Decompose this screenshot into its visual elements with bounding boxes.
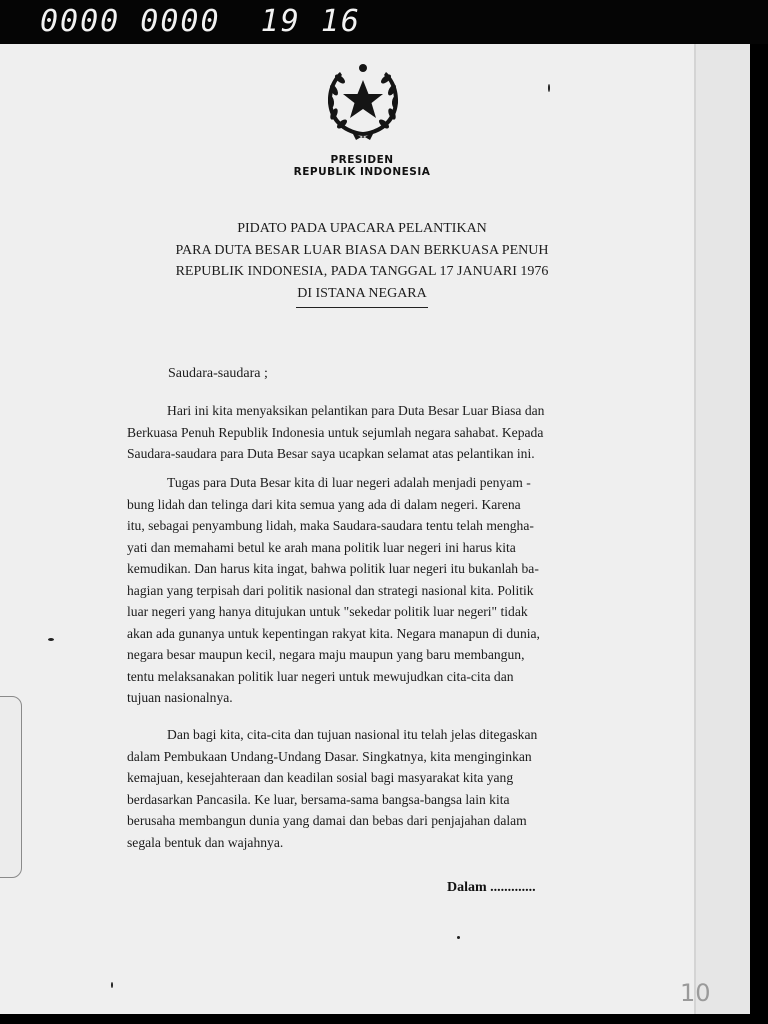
paragraph-line: Saudara-saudara para Duta Besar saya ucapkan selamat atas pelantikan ini.	[127, 446, 535, 461]
paragraph-line: segala bentuk dan wajahnya.	[127, 834, 284, 850]
paragraph-line: tujuan nasionalnya.	[127, 690, 233, 705]
binder-tab	[0, 696, 22, 878]
ink-speck	[48, 638, 54, 641]
title-underline	[296, 306, 428, 308]
document-page	[0, 44, 750, 1014]
ink-speck	[111, 982, 113, 988]
continuation-marker: Dalam .............	[447, 880, 536, 895]
paragraph-line: Berkuasa Penuh Republik Indonesia untuk sejumlah negara sahabat. Kepada	[127, 424, 544, 440]
paragraph-line: negara besar maupun kecil, negara maju maupun yang baru membangun,	[127, 647, 525, 662]
underlying-page	[696, 44, 750, 1014]
paragraph-line: tentu melaksanakan politik luar negeri untuk mewujudkan cita-cita dan	[127, 668, 514, 684]
paragraph-line: Dan bagi kita, cita-cita dan tujuan nasional itu telah jelas ditegaskan	[167, 727, 538, 742]
title-line: PARA DUTA BESAR LUAR BIASA DAN BERKUASA PENUH	[175, 242, 549, 258]
film-strip	[0, 0, 768, 44]
paragraph-line: berdasarkan Pancasila. Ke luar, bersama-sama bangsa-bangsa lain kita	[127, 791, 510, 807]
paragraph-line: akan ada gunanya untuk kepentingan rakyat kita. Negara manapun di dunia,	[127, 625, 540, 641]
letterhead	[262, 154, 462, 178]
paragraph-line: kemajuan, kesejahteraan dan keadilan sosial bagi masyarakat kita yang	[127, 770, 514, 785]
title-line: DI ISTANA NEGARA	[297, 285, 427, 301]
paragraph-line: itu, sebagai penyambung lidah, maka Saudara-saudara tentu telah mengha-	[127, 518, 534, 533]
ink-speck	[548, 84, 550, 92]
title-line: PIDATO PADA UPACARA PELANTIKAN	[237, 221, 487, 236]
paragraph-line: luar negeri yang hanya ditujukan untuk "sekedar politik luar negeri" tidak	[127, 604, 528, 619]
paragraph-line: Hari ini kita menyaksikan pelantikan para Duta Besar Luar Biasa dan	[167, 403, 545, 418]
paragraph-2	[127, 472, 623, 709]
film-frame-code: 0000 0000 19 16	[40, 4, 361, 39]
speech-title	[120, 218, 604, 308]
title-line: REPUBLIK INDONESIA, PADA TANGGAL 17 JANUARI 1976	[175, 264, 549, 279]
paragraph-line: bung lidah dan telinga dari kita semua yang ada di dalam negeri. Karena	[127, 496, 521, 512]
presidential-seal-icon	[320, 60, 406, 142]
paragraph-3	[127, 724, 623, 853]
paragraph-line: berusaha membangun dunia yang damai dan bebas dari penjajahan dalam	[127, 813, 527, 828]
paragraph-1	[127, 400, 623, 465]
paragraph-line: hagian yang terpisah dari politik nasional dan strategi nasional kita. Politik	[127, 582, 534, 598]
letterhead-title: PRESIDEN	[330, 154, 394, 166]
paragraph-line: yati dan memahami betul ke arah mana politik luar negeri ini harus kita	[127, 539, 516, 555]
ink-speck	[457, 936, 460, 939]
paragraph-line: kemudikan. Dan harus kita ingat, bahwa politik luar negeri itu bukanlah ba-	[127, 561, 539, 576]
page-corner-mark: 10	[680, 979, 711, 1007]
paragraph-line: Tugas para Duta Besar kita di luar negeri adalah menjadi penyam -	[167, 475, 531, 490]
paragraph-line: dalam Pembukaan Undang-Undang Dasar. Singkatnya, kita menginginkan	[127, 748, 532, 764]
salutation: Saudara-saudara ;	[168, 366, 268, 381]
letterhead-subtitle: REPUBLIK INDONESIA	[293, 166, 431, 178]
